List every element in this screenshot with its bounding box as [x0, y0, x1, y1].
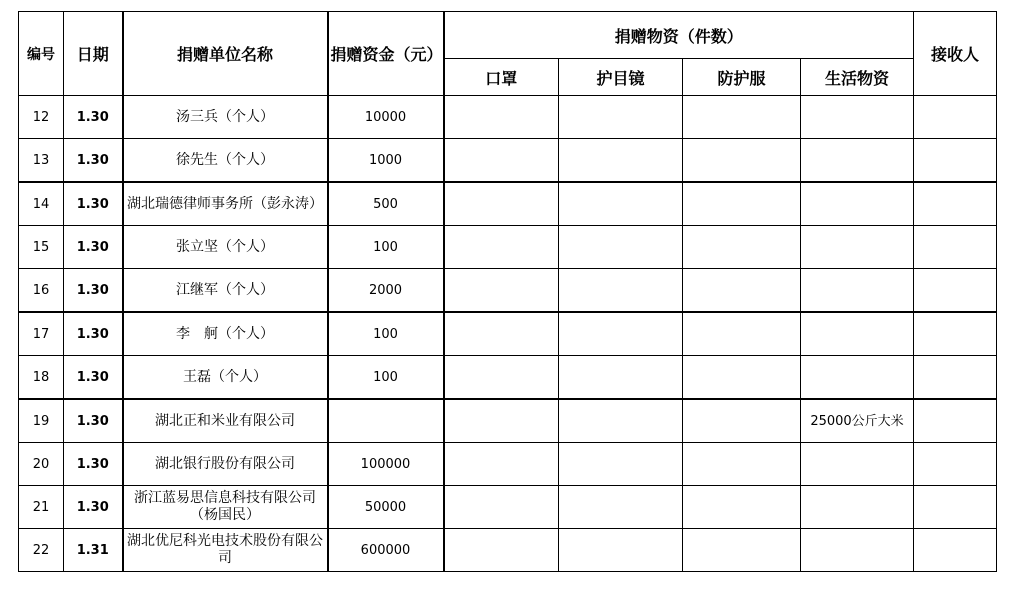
- cell-date: 1.31: [64, 529, 123, 572]
- cell-no: 17: [19, 312, 64, 356]
- cell-no: 22: [19, 529, 64, 572]
- cell-living: 25000公斤大米: [801, 399, 914, 443]
- table-row: [19, 182, 997, 226]
- cell-no: 20: [19, 443, 64, 486]
- cell-no: 15: [19, 226, 64, 269]
- cell-funds: 500: [328, 182, 444, 226]
- cell-mask: [444, 312, 559, 356]
- cell-no: 16: [19, 269, 64, 313]
- cell-donor: 浙江蓝易思信息科技有限公司（杨国民）: [123, 486, 328, 529]
- cell-date: 1.30: [64, 269, 123, 313]
- cell-donor: 李 舸（个人）: [123, 312, 328, 356]
- cell-donor: 湖北银行股份有限公司: [123, 443, 328, 486]
- cell-funds: [328, 399, 444, 443]
- cell-mask: [444, 269, 559, 313]
- cell-donor: 张立坚（个人）: [123, 226, 328, 269]
- cell-no: 18: [19, 356, 64, 400]
- header-mask: 口罩: [444, 59, 559, 96]
- cell-funds: 10000: [328, 96, 444, 139]
- cell-living: [801, 529, 914, 572]
- cell-mask: [444, 529, 559, 572]
- table-row: [19, 356, 997, 400]
- cell-suit: [683, 399, 801, 443]
- header-receiver: 接收人: [914, 12, 997, 96]
- cell-no: 12: [19, 96, 64, 139]
- cell-goggles: [559, 443, 683, 486]
- cell-goggles: [559, 312, 683, 356]
- cell-suit: [683, 443, 801, 486]
- header-goods: 捐赠物资（件数）: [444, 12, 914, 59]
- cell-receiver: [914, 96, 997, 139]
- table-row: [19, 312, 997, 356]
- cell-suit: [683, 356, 801, 400]
- cell-donor: 湖北正和米业有限公司: [123, 399, 328, 443]
- cell-receiver: [914, 312, 997, 356]
- cell-living: [801, 139, 914, 183]
- table-row: [19, 529, 997, 572]
- header-no: 编号: [19, 12, 64, 96]
- cell-donor: 王磊（个人）: [123, 356, 328, 400]
- cell-mask: [444, 399, 559, 443]
- cell-funds: 100: [328, 356, 444, 400]
- cell-mask: [444, 486, 559, 529]
- cell-donor: 汤三兵（个人）: [123, 96, 328, 139]
- cell-date: 1.30: [64, 356, 123, 400]
- cell-no: 13: [19, 139, 64, 183]
- cell-no: 19: [19, 399, 64, 443]
- cell-receiver: [914, 486, 997, 529]
- cell-funds: 100: [328, 312, 444, 356]
- cell-mask: [444, 182, 559, 226]
- header-funds: 捐赠资金（元）: [328, 12, 444, 96]
- cell-goggles: [559, 356, 683, 400]
- cell-funds: 50000: [328, 486, 444, 529]
- cell-living: [801, 486, 914, 529]
- cell-receiver: [914, 182, 997, 226]
- cell-mask: [444, 356, 559, 400]
- header-living: 生活物资: [801, 59, 914, 96]
- header-donor: 捐赠单位名称: [123, 12, 328, 96]
- cell-goggles: [559, 96, 683, 139]
- table-row: [19, 139, 997, 183]
- table-row: [19, 486, 997, 529]
- cell-funds: 1000: [328, 139, 444, 183]
- cell-no: 14: [19, 182, 64, 226]
- header-suit: 防护服: [683, 59, 801, 96]
- cell-mask: [444, 139, 559, 183]
- cell-living: [801, 226, 914, 269]
- cell-goggles: [559, 529, 683, 572]
- cell-suit: [683, 269, 801, 313]
- cell-living: [801, 182, 914, 226]
- cell-funds: 100000: [328, 443, 444, 486]
- cell-suit: [683, 226, 801, 269]
- cell-mask: [444, 226, 559, 269]
- cell-living: [801, 96, 914, 139]
- cell-suit: [683, 486, 801, 529]
- table-row: [19, 96, 997, 139]
- cell-goggles: [559, 399, 683, 443]
- cell-living: [801, 269, 914, 313]
- cell-goggles: [559, 182, 683, 226]
- cell-donor: 徐先生（个人）: [123, 139, 328, 183]
- cell-funds: 2000: [328, 269, 444, 313]
- table-row: [19, 269, 997, 313]
- cell-goggles: [559, 486, 683, 529]
- cell-receiver: [914, 399, 997, 443]
- table-row: [19, 399, 997, 443]
- cell-date: 1.30: [64, 399, 123, 443]
- cell-funds: 100: [328, 226, 444, 269]
- cell-living: [801, 443, 914, 486]
- cell-no: 21: [19, 486, 64, 529]
- cell-date: 1.30: [64, 312, 123, 356]
- cell-suit: [683, 139, 801, 183]
- cell-mask: [444, 96, 559, 139]
- cell-goggles: [559, 226, 683, 269]
- cell-living: [801, 312, 914, 356]
- cell-goggles: [559, 269, 683, 313]
- cell-receiver: [914, 529, 997, 572]
- donation-table: [18, 11, 997, 572]
- cell-donor: 湖北瑞德律师事务所（彭永涛）: [123, 182, 328, 226]
- cell-receiver: [914, 443, 997, 486]
- cell-goggles: [559, 139, 683, 183]
- cell-date: 1.30: [64, 443, 123, 486]
- cell-date: 1.30: [64, 139, 123, 183]
- cell-suit: [683, 529, 801, 572]
- cell-donor: 湖北优尼科光电技术股份有限公司: [123, 529, 328, 572]
- header-goggles: 护目镜: [559, 59, 683, 96]
- cell-date: 1.30: [64, 226, 123, 269]
- cell-donor: 江继军（个人）: [123, 269, 328, 313]
- cell-receiver: [914, 269, 997, 313]
- cell-date: 1.30: [64, 182, 123, 226]
- cell-mask: [444, 443, 559, 486]
- cell-date: 1.30: [64, 486, 123, 529]
- table-row: [19, 226, 997, 269]
- cell-date: 1.30: [64, 96, 123, 139]
- cell-suit: [683, 96, 801, 139]
- cell-receiver: [914, 139, 997, 183]
- cell-suit: [683, 312, 801, 356]
- cell-receiver: [914, 226, 997, 269]
- table-row: [19, 443, 997, 486]
- cell-suit: [683, 182, 801, 226]
- cell-living: [801, 356, 914, 400]
- header-date: 日期: [64, 12, 123, 96]
- cell-receiver: [914, 356, 997, 400]
- cell-funds: 600000: [328, 529, 444, 572]
